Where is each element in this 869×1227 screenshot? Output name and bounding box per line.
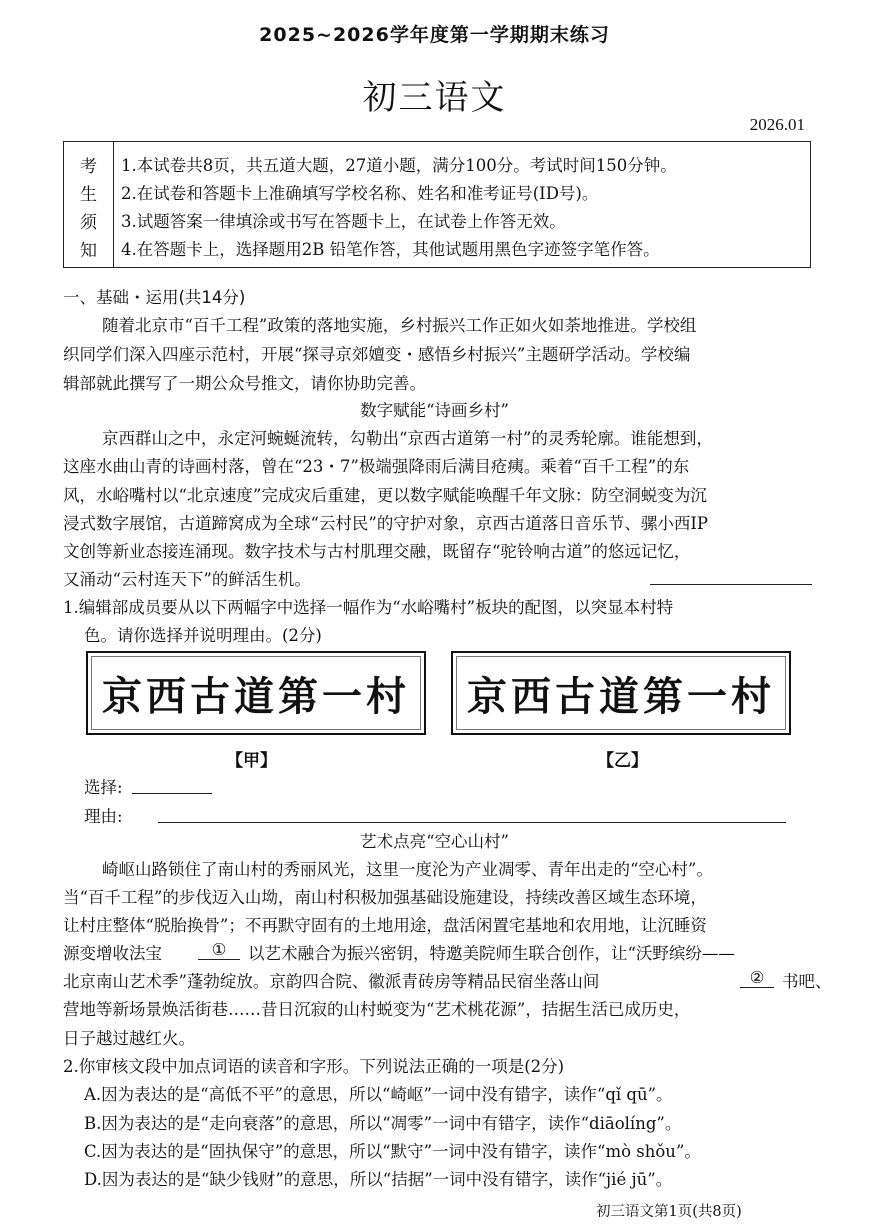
- question-1-line: 色。请你选择并说明理由。(2分): [84, 626, 322, 645]
- notice-label-char: 生: [80, 185, 97, 205]
- exam-title: 2025~2026学年度第一学期期末练习: [259, 24, 610, 46]
- label-yi: 【乙】: [597, 751, 648, 771]
- option-d[interactable]: D.因为表达的是“缺少钱财”的意思，所以“拮据”一词中没有错字，读作“jié jū”。: [84, 1170, 673, 1189]
- blank-2[interactable]: ②: [740, 968, 774, 988]
- article2-line: 北京南山艺术季”蓬勃绽放。京韵四合院、徽派青砖房等精品民宿坐落山间: [63, 972, 600, 991]
- answer-blank-line[interactable]: [650, 584, 812, 585]
- intro-line: 织同学们深入四座示范村，开展“探寻京郊嬗变・感悟乡村振兴”主题研学活动。学校编: [63, 345, 691, 364]
- notice-label-char: 考: [80, 157, 97, 177]
- section-heading: 一、基础・运用(共14分): [63, 288, 246, 307]
- article2-line: 让村庄整体“脱胎换骨”；不再默守固有的土地用途，盘活闲置宅基地和农用地，让沉睡资: [63, 916, 707, 935]
- intro-line: 辑部就此撰写了一期公众号推文，请你协助完善。: [63, 374, 426, 393]
- calligraphy-yi[interactable]: [451, 651, 791, 735]
- article1-line: 文创等新业态接连涌现。数字技术与古村肌理交融，既留存“驼铃响古道”的悠远记忆，: [63, 542, 691, 561]
- label-jia: 【甲】: [226, 751, 277, 771]
- article1-line: 这座水曲山青的诗画村落，曾在“23・7”极端强降雨后满目疮痍。乘着“百千工程”的东: [63, 457, 690, 476]
- exam-date: 2026.01: [749, 115, 805, 134]
- notice-label-char: 须: [80, 213, 97, 233]
- notice-item: 2.在试卷和答题卡上准确填写学校名称、姓名和准考证号(ID号)。: [121, 184, 599, 203]
- article1-line: 又涌动“云村连天下”的鲜活生机。: [63, 570, 311, 589]
- choice-label: 选择:: [84, 778, 123, 797]
- article1-line: 京西群山之中，永定河蜿蜒流转，勾勒出“京西古道第一村”的灵秀轮廓。谁能想到，: [102, 429, 713, 448]
- option-c[interactable]: C.因为表达的是“固执保守”的意思，所以“默守”一词中没有错字，读作“mò shǒu”。: [84, 1142, 701, 1161]
- article2-title: 艺术点亮“空心山村”: [360, 832, 509, 851]
- article2-line-segment: 书吧、: [782, 972, 832, 991]
- option-a[interactable]: A.因为表达的是“高低不平”的意思，所以“崎岖”一词中没有错字，读作“qǐ qū”。: [84, 1085, 673, 1104]
- question-2: 2.你审核文段中加点词语的读音和字形。下列说法正确的一项是(2分): [63, 1057, 565, 1076]
- article2-line: 营地等新场景焕活街巷……昔日沉寂的山村蜕变为“艺术桃花源”，拮据生活已成历史，: [63, 1000, 691, 1019]
- article1-title: 数字赋能“诗画乡村”: [360, 401, 509, 420]
- notice-label-char: 知: [80, 241, 97, 261]
- calligraphy-yi-text: 京西古道第一村: [467, 672, 775, 720]
- article2-line: 崎岖山路锁住了南山村的秀丽风光，这里一度沦为产业凋零、青年出走的“空心村”。: [102, 860, 713, 879]
- article1-line: 浸式数字展馆，古道蹄窝成为全球“云村民”的守护对象，京西古道落日音乐节、骡小西IP: [63, 514, 708, 533]
- subject-title: 初三语文: [362, 78, 507, 118]
- article1-line: 风，水峪嘴村以“北京速度”完成灾后重建，更以数字赋能唤醒千年文脉：防空洞蜕变为沉: [63, 486, 707, 505]
- intro-line: 随着北京市“百千工程”政策的落地实施，乡村振兴工作正如火如荼地推进。学校组: [102, 316, 697, 335]
- reason-blank[interactable]: [158, 822, 786, 823]
- article2-line: 源变增收法宝: [63, 944, 162, 963]
- notice-item: 3.试题答案一律填涂或书写在答题卡上，在试卷上作答无效。: [121, 212, 566, 231]
- choice-blank[interactable]: [132, 793, 212, 794]
- blank-1[interactable]: ①: [198, 940, 240, 960]
- question-1-line: 1.编辑部成员要从以下两幅字中选择一幅作为“水峪嘴村”板块的配图，以突显本村特: [63, 598, 674, 617]
- candidate-notice-box: [63, 141, 811, 268]
- article2-line-segment: 以艺术融合为振兴密钥，特邀美院师生联合创作，让“沃野缤纷——: [248, 944, 735, 963]
- option-b[interactable]: B.因为表达的是“走向衰落”的意思，所以“凋零”一词中有错字，读作“diāolíng”。: [84, 1114, 682, 1133]
- reason-label: 理由:: [84, 807, 123, 826]
- calligraphy-jia-text: 京西古道第一村: [102, 673, 410, 720]
- notice-label-column: [64, 142, 114, 267]
- page-footer: 初三语文第1页(共8页): [596, 1204, 742, 1220]
- notice-item: 1.本试卷共8页，共五道大题，27道小题，满分100分。考试时间150分钟。: [121, 156, 677, 175]
- article2-line: 当“百千工程”的步伐迈入山坳，南山村积极加强基础设施建设，持续改善区域生态环境，: [63, 888, 707, 907]
- notice-item: 4.在答题卡上，选择题用2B 铅笔作答，其他试题用黑色字迹签字笔作答。: [121, 240, 660, 259]
- calligraphy-jia[interactable]: [86, 651, 426, 735]
- article2-line: 日子越过越红火。: [63, 1029, 195, 1048]
